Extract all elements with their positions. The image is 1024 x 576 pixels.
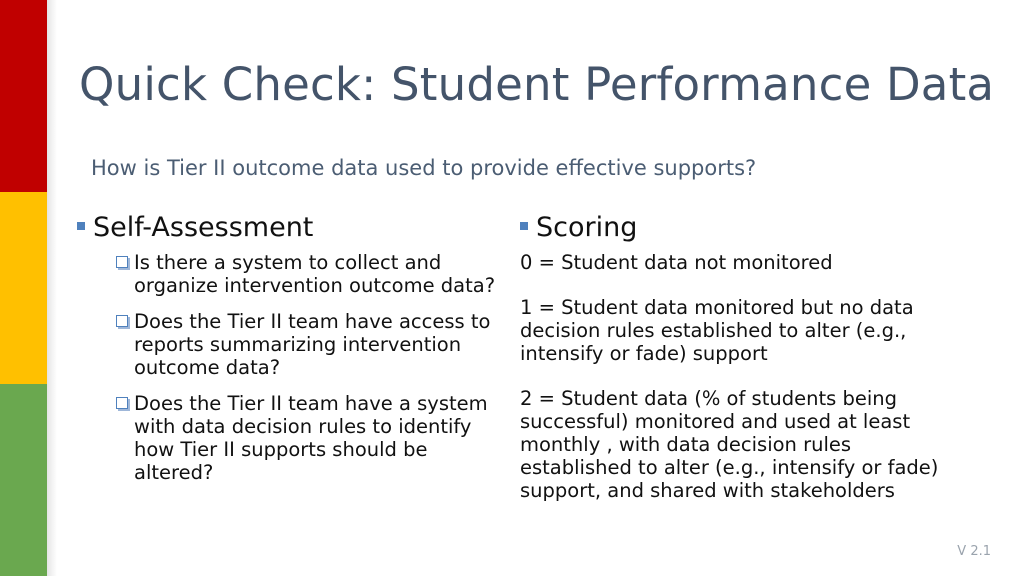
question-list (75, 251, 505, 484)
question-item (115, 392, 505, 484)
question-text: Does the Tier II team have a system with data decision rules to identify how Tier II supports should be altered? (134, 392, 488, 484)
slide-subtitle: How is Tier II outcome data used to provide effective supports? (91, 156, 757, 180)
decorative-stripe-green (0, 384, 47, 576)
self-assessment-heading (75, 212, 505, 243)
question-text: Is there a system to collect and organize intervention outcome data? (134, 251, 496, 297)
decorative-stripe-yellow (0, 192, 47, 384)
scoring-heading (518, 212, 958, 243)
scoring-heading-label: Scoring (536, 212, 638, 243)
question-item (115, 251, 505, 297)
checkbox-bullet-icon (116, 315, 128, 327)
self-assessment-section (75, 212, 505, 497)
checkbox-bullet-icon (116, 256, 128, 268)
slide-title: Quick Check: Student Performance Data (79, 58, 995, 111)
scoring-section (518, 212, 958, 524)
decorative-stripe-red (0, 0, 47, 192)
scoring-list (518, 251, 958, 502)
square-bullet-icon (77, 222, 85, 230)
checkbox-bullet-icon (116, 397, 128, 409)
score-level-0: 0 = Student data not monitored (520, 251, 833, 274)
self-assessment-heading-label: Self-Assessment (93, 212, 314, 243)
version-label: V 2.1 (957, 544, 991, 559)
square-bullet-icon (520, 222, 528, 230)
question-text: Does the Tier II team have access to reports summarizing intervention outcome data? (134, 310, 491, 379)
score-level-1: 1 = Student data monitored but no data decision rules established to alter (e.g., intensify or fade) support (520, 296, 914, 365)
score-level-2: 2 = Student data (% of students being successful) monitored and used at least monthly , with data decision rules established to alter (e.g., intensify or fade) support, and shared with stakeholders (520, 387, 939, 502)
stripe-shadow (47, 0, 57, 576)
question-item (115, 310, 505, 379)
